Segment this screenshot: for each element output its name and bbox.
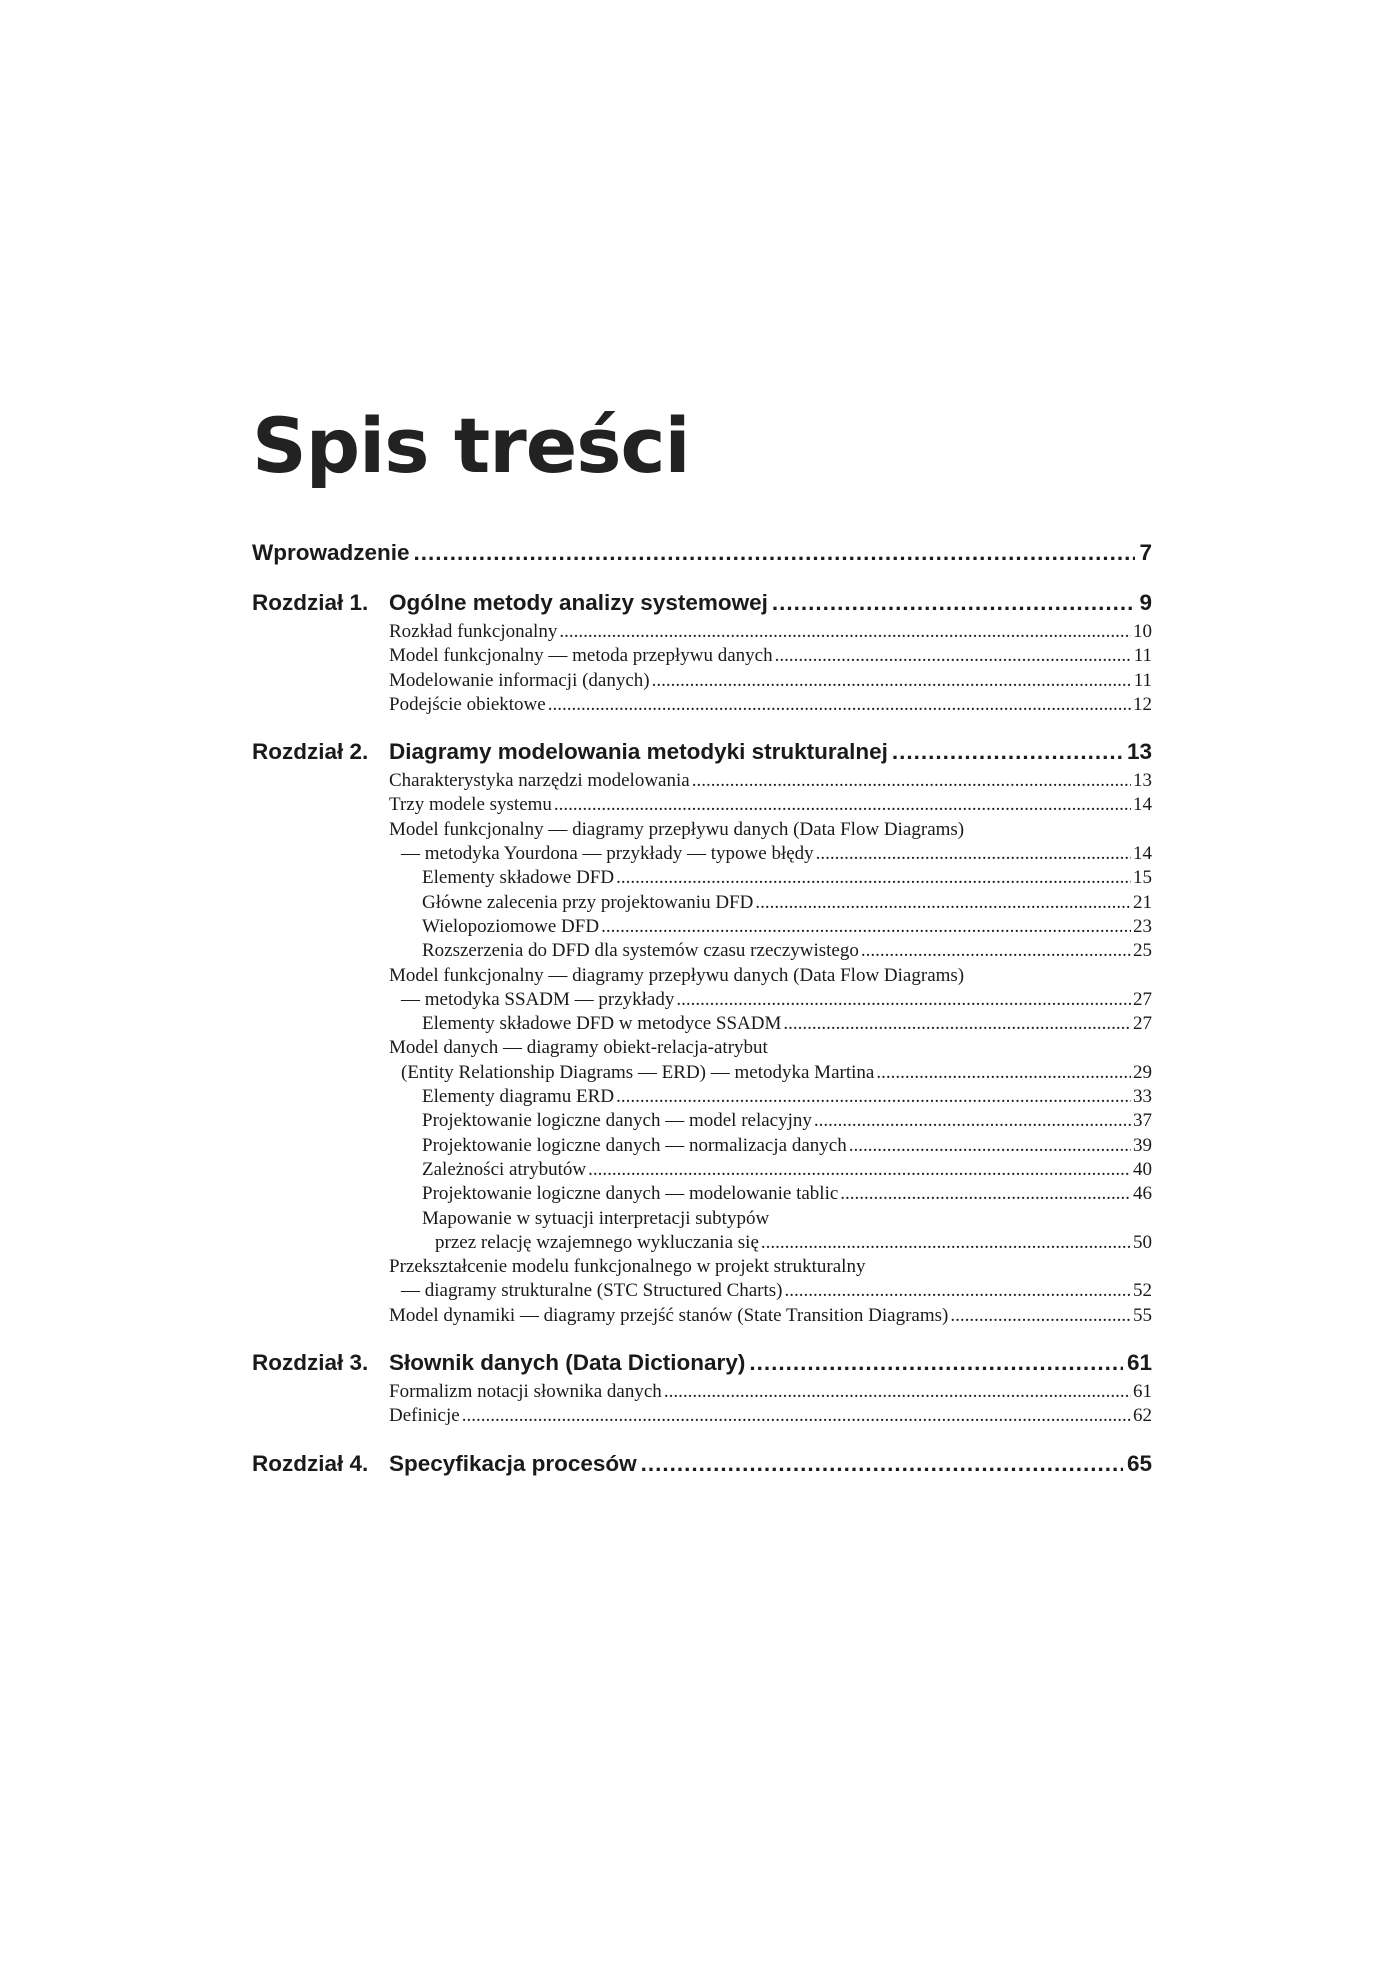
toc-subentry[interactable] bbox=[389, 1061, 1152, 1085]
chapter-page-number: 13 bbox=[1126, 739, 1152, 765]
toc-section bbox=[252, 1449, 1152, 1479]
subentry-title: Trzy modele systemu bbox=[389, 794, 552, 816]
subentry-list bbox=[389, 1380, 1152, 1429]
subentry-title: Rozszerzenia do DFD dla systemów czasu rzeczywistego bbox=[422, 940, 859, 962]
subentry-page-number: 55 bbox=[1133, 1304, 1152, 1326]
subentry-page-number: 61 bbox=[1133, 1381, 1152, 1403]
subentry-title: — metodyka Yourdona — przykłady — typowe błędy bbox=[401, 843, 814, 865]
dot-leader bbox=[676, 988, 1131, 1012]
dot-leader bbox=[775, 644, 1132, 668]
chapter-title: Specyfikacja procesów bbox=[389, 1450, 637, 1476]
dot-leader bbox=[783, 1012, 1131, 1036]
toc-subentry[interactable] bbox=[389, 1012, 1152, 1036]
subentry-title: — metodyka SSADM — przykłady bbox=[401, 988, 675, 1010]
toc-subentry[interactable] bbox=[389, 1231, 1152, 1255]
subentry-page-number: 11 bbox=[1133, 669, 1152, 691]
subentry-title: Modelowanie informacji (danych) bbox=[389, 669, 650, 691]
chapter-entry[interactable] bbox=[252, 588, 1152, 618]
dot-leader bbox=[616, 1085, 1131, 1109]
subentry-title: Rozkład funkcjonalny bbox=[389, 621, 558, 642]
chapter-page-number: 65 bbox=[1126, 1450, 1152, 1476]
dot-leader bbox=[462, 1404, 1131, 1428]
chapter-page-number: 7 bbox=[1139, 540, 1152, 565]
subentry-title: (Entity Relationship Diagrams — ERD) — metodyka Martina bbox=[401, 1061, 875, 1083]
chapter-entry[interactable] bbox=[252, 538, 1152, 568]
dot-leader bbox=[755, 891, 1131, 915]
dot-leader bbox=[814, 1109, 1131, 1133]
dot-leader bbox=[664, 1380, 1131, 1404]
chapter-title: Słownik danych (Data Dictionary) bbox=[389, 1350, 746, 1376]
subentry-title: Zależności atrybutów bbox=[422, 1158, 587, 1180]
dot-leader bbox=[588, 1158, 1131, 1182]
chapter-number: Rozdział 2. bbox=[252, 739, 369, 765]
subentry-title: Definicje bbox=[389, 1405, 460, 1427]
dot-leader bbox=[861, 939, 1131, 963]
subentry-page-number: 14 bbox=[1133, 843, 1152, 865]
subentry-title: Podejście obiektowe bbox=[389, 693, 546, 715]
subentry-page-number: 46 bbox=[1133, 1183, 1152, 1205]
subentry-page-number: 29 bbox=[1133, 1061, 1152, 1083]
subentry-page-number: 13 bbox=[1133, 770, 1152, 792]
toc-section bbox=[252, 538, 1152, 568]
subentry-title: Formalizm notacji słownika danych bbox=[389, 1381, 662, 1403]
subentry-page-number: 21 bbox=[1133, 891, 1152, 913]
toc-subentry[interactable] bbox=[389, 939, 1152, 963]
toc-subentry[interactable] bbox=[389, 769, 1152, 793]
subentry-page-number: 15 bbox=[1133, 867, 1152, 889]
dot-leader bbox=[641, 1449, 1123, 1479]
toc-section bbox=[252, 737, 1152, 1328]
dot-leader bbox=[840, 1182, 1131, 1206]
subentry-title: Elementy diagramu ERD bbox=[422, 1086, 615, 1108]
subentry-title: Mapowanie w sytuacji interpretacji subtypów bbox=[422, 1207, 770, 1229]
toc-subentry bbox=[389, 1036, 1152, 1060]
dot-leader bbox=[772, 588, 1136, 618]
subentry-title: Elementy składowe DFD w metodyce SSADM bbox=[422, 1013, 782, 1035]
subentry-page-number: 33 bbox=[1133, 1086, 1152, 1108]
toc-subentry bbox=[389, 964, 1152, 988]
subentry-page-number: 12 bbox=[1133, 693, 1152, 715]
subentry-page-number: 23 bbox=[1133, 915, 1152, 937]
dot-leader bbox=[950, 1304, 1131, 1328]
chapter-title: Wprowadzenie bbox=[252, 540, 410, 565]
toc-subentry[interactable] bbox=[389, 842, 1152, 866]
dot-leader bbox=[785, 1279, 1131, 1303]
dot-leader bbox=[749, 1348, 1123, 1378]
toc-subentry[interactable] bbox=[389, 1134, 1152, 1158]
dot-leader bbox=[548, 693, 1131, 717]
dot-leader bbox=[892, 737, 1123, 767]
subentry-page-number: 39 bbox=[1133, 1134, 1152, 1156]
chapter-entry[interactable] bbox=[252, 1348, 1152, 1378]
toc-section bbox=[252, 1348, 1152, 1429]
toc-subentry[interactable] bbox=[389, 866, 1152, 890]
chapter-entry[interactable] bbox=[252, 737, 1152, 767]
toc-subentry[interactable] bbox=[389, 1085, 1152, 1109]
subentry-title: Projektowanie logiczne danych — model relacyjny bbox=[422, 1110, 812, 1132]
chapter-title: Ogólne metody analizy systemowej bbox=[389, 590, 768, 615]
chapter-entry[interactable] bbox=[252, 1449, 1152, 1479]
toc-section bbox=[252, 588, 1152, 717]
toc-subentry[interactable] bbox=[389, 1304, 1152, 1328]
toc-subentry[interactable] bbox=[389, 988, 1152, 1012]
toc-subentry[interactable] bbox=[389, 1158, 1152, 1182]
chapter-number: Rozdział 3. bbox=[252, 1350, 369, 1376]
subentry-page-number: 27 bbox=[1133, 988, 1152, 1010]
toc-subentry[interactable] bbox=[389, 1380, 1152, 1404]
toc-subentry[interactable] bbox=[389, 1279, 1152, 1303]
subentry-title: przez relację wzajemnego wykluczania się bbox=[435, 1231, 759, 1253]
dot-leader bbox=[849, 1134, 1131, 1158]
dot-leader bbox=[652, 669, 1132, 693]
toc-subentry[interactable] bbox=[389, 620, 1152, 644]
subentry-list bbox=[389, 769, 1152, 1328]
chapter-title: Diagramy modelowania metodyki strukturalnej bbox=[389, 739, 888, 765]
toc-subentry[interactable] bbox=[389, 1109, 1152, 1133]
toc-subentry[interactable] bbox=[389, 644, 1152, 668]
toc-subentry[interactable] bbox=[389, 669, 1152, 693]
dot-leader bbox=[876, 1061, 1131, 1085]
subentry-page-number: 52 bbox=[1133, 1280, 1152, 1302]
toc-subentry[interactable] bbox=[389, 915, 1152, 939]
toc-subentry[interactable] bbox=[389, 1182, 1152, 1206]
subentry-page-number: 62 bbox=[1133, 1405, 1152, 1427]
dot-leader bbox=[616, 866, 1131, 890]
dot-leader bbox=[554, 793, 1131, 817]
dot-leader bbox=[692, 769, 1131, 793]
subentry-title: Model funkcjonalny — diagramy przepływu danych (Data Flow Diagrams) bbox=[389, 818, 965, 840]
chapter-number: Rozdział 1. bbox=[252, 590, 369, 615]
subentry-title: Elementy składowe DFD bbox=[422, 867, 615, 889]
toc-subentry[interactable] bbox=[389, 891, 1152, 915]
subentry-page-number: 25 bbox=[1133, 940, 1152, 962]
subentry-list bbox=[389, 620, 1152, 717]
subentry-page-number: 40 bbox=[1133, 1158, 1152, 1180]
toc-subentry[interactable] bbox=[389, 793, 1152, 817]
subentry-page-number: 37 bbox=[1133, 1110, 1152, 1132]
subentry-page-number: 14 bbox=[1133, 794, 1152, 816]
dot-leader bbox=[761, 1231, 1131, 1255]
toc-subentry bbox=[389, 818, 1152, 842]
page-title: Spis treści bbox=[252, 401, 690, 490]
toc-subentry bbox=[389, 1255, 1152, 1279]
table-of-contents bbox=[252, 538, 1152, 1499]
toc-subentry bbox=[389, 1207, 1152, 1231]
subentry-title: Model dynamiki — diagramy przejść stanów (State Transition Diagrams) bbox=[389, 1304, 949, 1326]
toc-subentry[interactable] bbox=[389, 1404, 1152, 1428]
subentry-title: Model funkcjonalny — metoda przepływu danych bbox=[389, 645, 773, 667]
subentry-title: Charakterystyka narzędzi modelowania bbox=[389, 770, 690, 792]
dot-leader bbox=[816, 842, 1131, 866]
chapter-number: Rozdział 4. bbox=[252, 1450, 369, 1476]
subentry-title: Projektowanie logiczne danych — normalizacja danych bbox=[422, 1134, 847, 1156]
subentry-title: Projektowanie logiczne danych — modelowanie tablic bbox=[422, 1183, 839, 1205]
subentry-title: Główne zalecenia przy projektowaniu DFD bbox=[422, 891, 754, 913]
subentry-page-number: 11 bbox=[1133, 645, 1152, 667]
subentry-title: Model danych — diagramy obiekt-relacja-atrybut bbox=[389, 1037, 768, 1059]
chapter-page-number: 61 bbox=[1126, 1350, 1152, 1376]
subentry-title: Wielopoziomowe DFD bbox=[422, 915, 600, 937]
subentry-title: — diagramy strukturalne (STC Structured Charts) bbox=[401, 1280, 783, 1302]
chapter-page-number: 9 bbox=[1139, 590, 1152, 615]
subentry-page-number: 10 bbox=[1133, 621, 1152, 642]
toc-subentry[interactable] bbox=[389, 693, 1152, 717]
dot-leader bbox=[601, 915, 1131, 939]
subentry-title: Model funkcjonalny — diagramy przepływu danych (Data Flow Diagrams) bbox=[389, 964, 965, 986]
dot-leader bbox=[414, 538, 1136, 568]
subentry-title: Przekształcenie modelu funkcjonalnego w projekt strukturalny bbox=[389, 1256, 866, 1278]
subentry-page-number: 50 bbox=[1133, 1231, 1152, 1253]
subentry-page-number: 27 bbox=[1133, 1013, 1152, 1035]
dot-leader bbox=[559, 620, 1131, 644]
